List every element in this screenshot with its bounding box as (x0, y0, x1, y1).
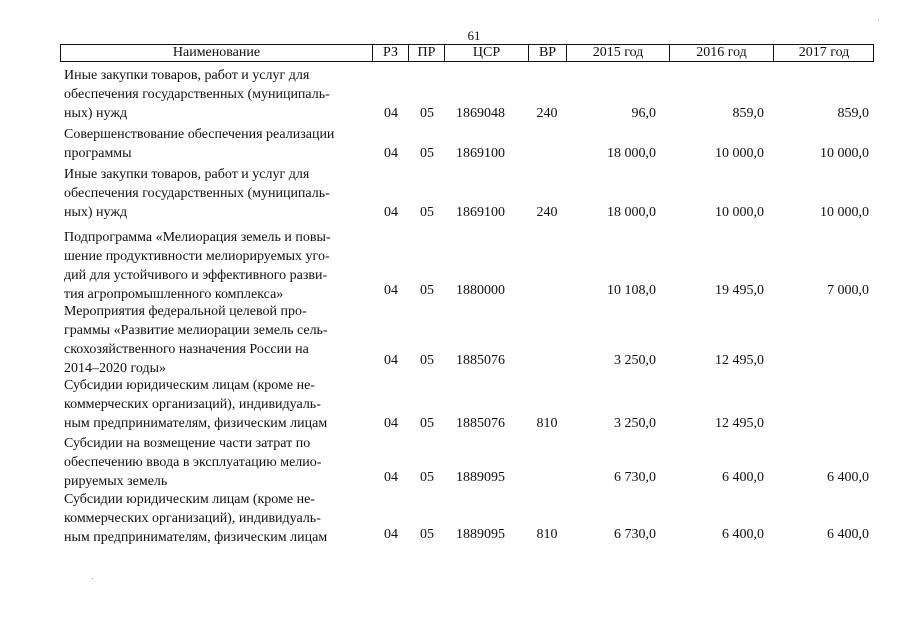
cell-2017: 859,0 (837, 106, 869, 121)
cell-rz: 04 (384, 146, 398, 161)
header-2017: 2017 год (798, 45, 850, 60)
cell-2016: 12 495,0 (715, 353, 764, 368)
row-values (60, 351, 874, 370)
cell-csr: 1869048 (456, 106, 505, 121)
header-2015: 2015 год (567, 45, 670, 61)
cell-2017: 10 000,0 (820, 205, 869, 220)
scan-speck (878, 20, 879, 21)
row-name: Мероприятия федеральной целевой про- граммы «Развитие мелиорации земель сель- скохозяйственного назначения России на 2014–2020 годы» (64, 304, 328, 376)
cell-csr: 1889095 (456, 527, 505, 542)
cell-2017: 10 000,0 (820, 146, 869, 161)
cell-rz: 04 (384, 353, 398, 368)
cell-2015: 6 730,0 (614, 527, 656, 542)
cell-rz: 04 (384, 106, 398, 121)
row-values (60, 144, 874, 163)
cell-rz: 04 (384, 283, 398, 298)
scan-speck (92, 578, 93, 579)
row-values (60, 203, 874, 222)
cell-2016: 6 400,0 (722, 470, 764, 485)
cell-rz: 04 (384, 205, 398, 220)
cell-csr: 1885076 (456, 353, 505, 368)
row-name: Совершенствование обеспечения реализации программы (64, 127, 335, 161)
cell-vr: 240 (536, 205, 558, 220)
cell-csr: 1885076 (456, 416, 505, 431)
cell-2017: 7 000,0 (827, 283, 869, 298)
cell-2015: 18 000,0 (607, 146, 656, 161)
cell-2015: 18 000,0 (607, 205, 656, 220)
cell-csr: 1889095 (456, 470, 505, 485)
cell-2015: 10 108,0 (607, 283, 656, 298)
row-values (60, 414, 874, 433)
row-values (60, 525, 874, 544)
row-name: Иные закупки товаров, работ и услуг для обеспечения государственных (муниципаль- ных) нужд (64, 167, 330, 220)
cell-pr: 05 (420, 416, 434, 431)
header-pr: ПР (409, 45, 445, 61)
header-name: Наименование (61, 45, 373, 61)
row-name: Иные закупки товаров, работ и услуг для обеспечения государственных (муниципаль- ных) нужд (64, 68, 330, 121)
row-name: Субсидии юридическим лицам (кроме не- коммерческих организаций), индивидуаль- ным предпринимателям, физическим лицам (64, 378, 328, 431)
row-values (60, 281, 874, 300)
cell-2016: 12 495,0 (715, 416, 764, 431)
cell-pr: 05 (420, 470, 434, 485)
cell-2016: 10 000,0 (715, 205, 764, 220)
row-values (60, 104, 874, 123)
cell-2016: 859,0 (732, 106, 764, 121)
cell-vr: 810 (536, 416, 558, 431)
cell-vr: 810 (536, 527, 558, 542)
cell-rz: 04 (384, 527, 398, 542)
table-header (60, 44, 874, 62)
cell-2016: 6 400,0 (722, 527, 764, 542)
cell-2015: 3 250,0 (614, 353, 656, 368)
cell-pr: 05 (420, 527, 434, 542)
cell-pr: 05 (420, 106, 434, 121)
cell-pr: 05 (420, 283, 434, 298)
cell-pr: 05 (420, 205, 434, 220)
cell-pr: 05 (420, 353, 434, 368)
cell-vr: 240 (536, 106, 558, 121)
cell-csr: 1869100 (456, 146, 505, 161)
cell-2017: 6 400,0 (827, 527, 869, 542)
cell-csr: 1880000 (456, 283, 505, 298)
cell-csr: 1869100 (456, 205, 505, 220)
cell-2016: 19 495,0 (715, 283, 764, 298)
row-name: Подпрограмма «Мелиорация земель и повы- шение продуктивности мелиорируемых уго- дий для устойчивого и эффективного разви- тия агропромышленного комплекса» (64, 230, 331, 302)
cell-2015: 3 250,0 (614, 416, 656, 431)
cell-rz: 04 (384, 470, 398, 485)
cell-pr: 05 (420, 146, 434, 161)
header-vr: ВР (529, 45, 567, 61)
row-name: Субсидии на возмещение части затрат по обеспечению ввода в эксплуатацию мелио- рируемых земель (64, 436, 322, 489)
header-2016: 2016 год (670, 45, 774, 61)
row-name: Субсидии юридическим лицам (кроме не- коммерческих организаций), индивидуаль- ным предпринимателям, физическим лицам (64, 492, 328, 545)
cell-rz: 04 (384, 416, 398, 431)
row-values (60, 468, 874, 487)
cell-2015: 96,0 (631, 106, 656, 121)
header-csr: ЦСР (445, 45, 529, 61)
page-number: 61 (467, 28, 481, 43)
cell-2017: 6 400,0 (827, 470, 869, 485)
cell-2016: 10 000,0 (715, 146, 764, 161)
cell-2015: 6 730,0 (614, 470, 656, 485)
header-rz: РЗ (373, 45, 409, 61)
